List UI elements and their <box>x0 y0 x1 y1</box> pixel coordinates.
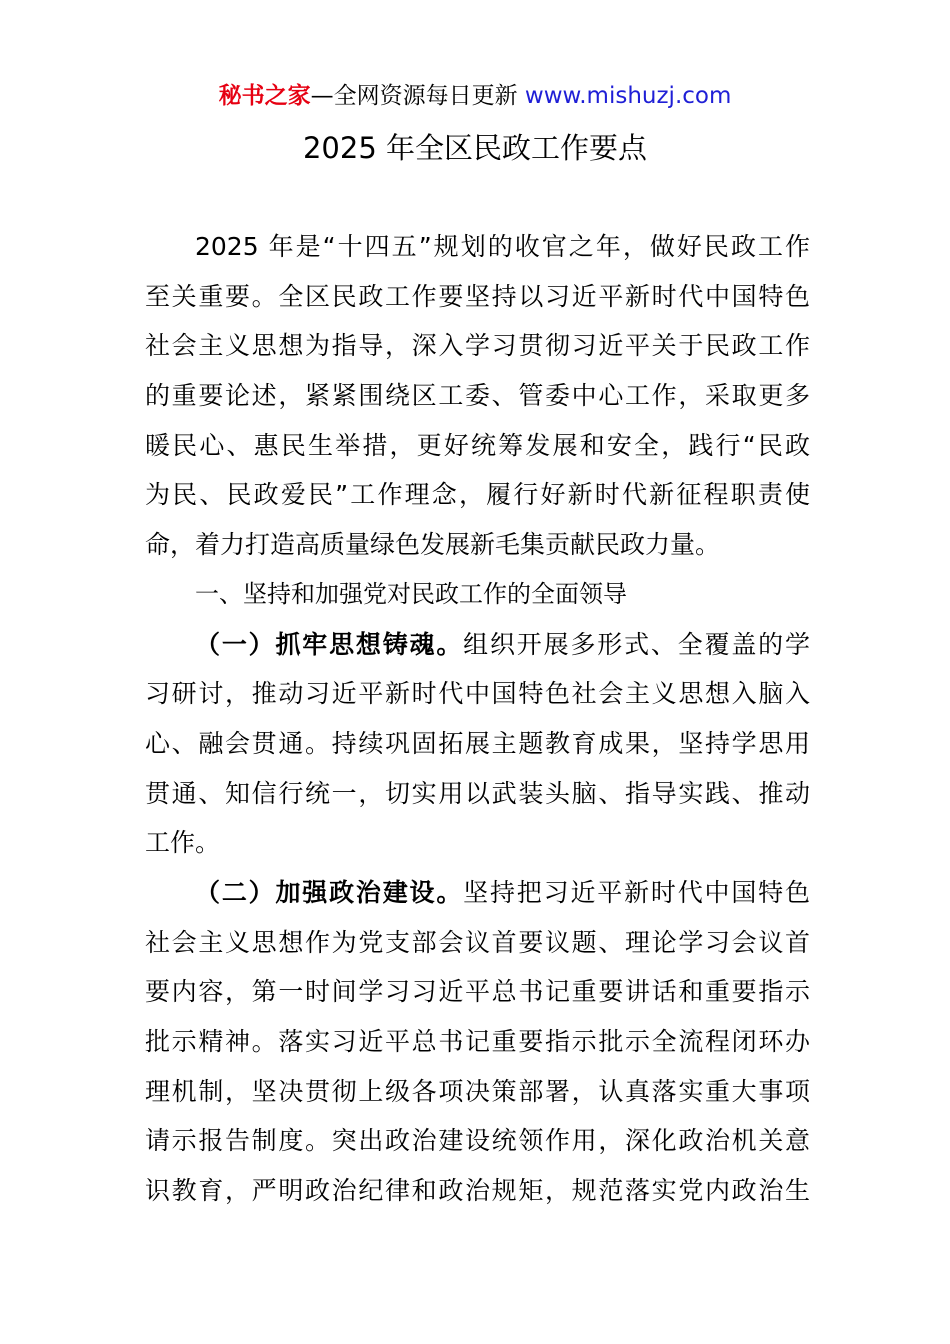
text-line <box>145 918 810 968</box>
text-line <box>145 868 810 918</box>
site-url-link[interactable]: www.mishuzj.com <box>524 83 732 109</box>
line-text: 请示报告制度。突出政治建设统领作用，深化政治机关意 <box>145 1126 810 1156</box>
line-text: 贯通、知信行统一，切实用以武装头脑、指导实践、推动 <box>145 778 810 808</box>
text-line <box>145 222 810 272</box>
line-text: 组织开展多形式、全覆盖的学 <box>463 629 810 659</box>
line-text: 社会主义思想为指导，深入学习贯彻习近平关于民政工作 <box>145 331 810 361</box>
brand-name: 秘书之家 <box>218 83 311 109</box>
line-text: 要内容，第一时间学习习近平总书记重要讲话和重要指示 <box>145 977 810 1007</box>
text-line <box>145 371 810 421</box>
line-text: 至关重要。全区民政工作要坚持以习近平新时代中国特色 <box>145 281 810 311</box>
subsection-heading: （二）加强政治建设。 <box>195 877 464 907</box>
line-text: 一、坚持和加强党对民政工作的全面领导 <box>195 579 627 608</box>
line-text: 理机制，坚决贯彻上级各项决策部署，认真落实重大事项 <box>145 1076 810 1106</box>
text-line <box>145 421 810 471</box>
text-line <box>145 321 810 371</box>
line-text: 坚持把习近平新时代中国特色 <box>463 877 810 907</box>
text-line <box>145 272 810 322</box>
subsection-heading: （一）抓牢思想铸魂。 <box>195 629 464 659</box>
text-line <box>145 520 810 570</box>
text-line <box>145 769 810 819</box>
document-body <box>145 222 810 1216</box>
line-text: 社会主义思想作为党支部会议首要议题、理论学习会议首 <box>145 927 810 957</box>
text-line <box>145 470 810 520</box>
text-line <box>145 669 810 719</box>
text-line <box>145 1166 810 1216</box>
text-line <box>145 818 810 868</box>
document-title: 2025 年全区民政工作要点 <box>302 131 648 165</box>
text-line <box>145 719 810 769</box>
banner-tagline: —全网资源每日更新 <box>310 83 525 109</box>
line-text: 心、融会贯通。持续巩固拓展主题教育成果，坚持学思用 <box>145 728 810 758</box>
site-banner <box>0 78 950 114</box>
line-text: 2025 年是“十四五”规划的收官之年，做好民政工作 <box>195 232 810 261</box>
line-text: 为民、民政爱民”工作理念，履行好新时代新征程职责使 <box>145 480 810 510</box>
line-text: 工作。 <box>145 828 221 858</box>
text-line <box>145 1017 810 1067</box>
line-text: 暖民心、惠民生举措，更好统筹发展和安全，践行“民政 <box>145 430 810 460</box>
text-line <box>145 620 810 670</box>
text-line <box>145 967 810 1017</box>
line-text: 的重要论述，紧紧围绕区工委、管委中心工作，采取更多 <box>145 381 810 411</box>
line-text: 习研讨，推动习近平新时代中国特色社会主义思想入脑入 <box>145 679 810 709</box>
line-text: 批示精神。落实习近平总书记重要指示批示全流程闭环办 <box>145 1027 810 1056</box>
text-line <box>145 1067 810 1117</box>
section-heading <box>145 570 810 620</box>
line-text: 命，着力打造高质量绿色发展新毛集贡献民政力量。 <box>145 530 721 560</box>
text-line <box>145 1116 810 1166</box>
line-text: 识教育，严明政治纪律和政治规矩，规范落实党内政治生 <box>145 1176 810 1206</box>
